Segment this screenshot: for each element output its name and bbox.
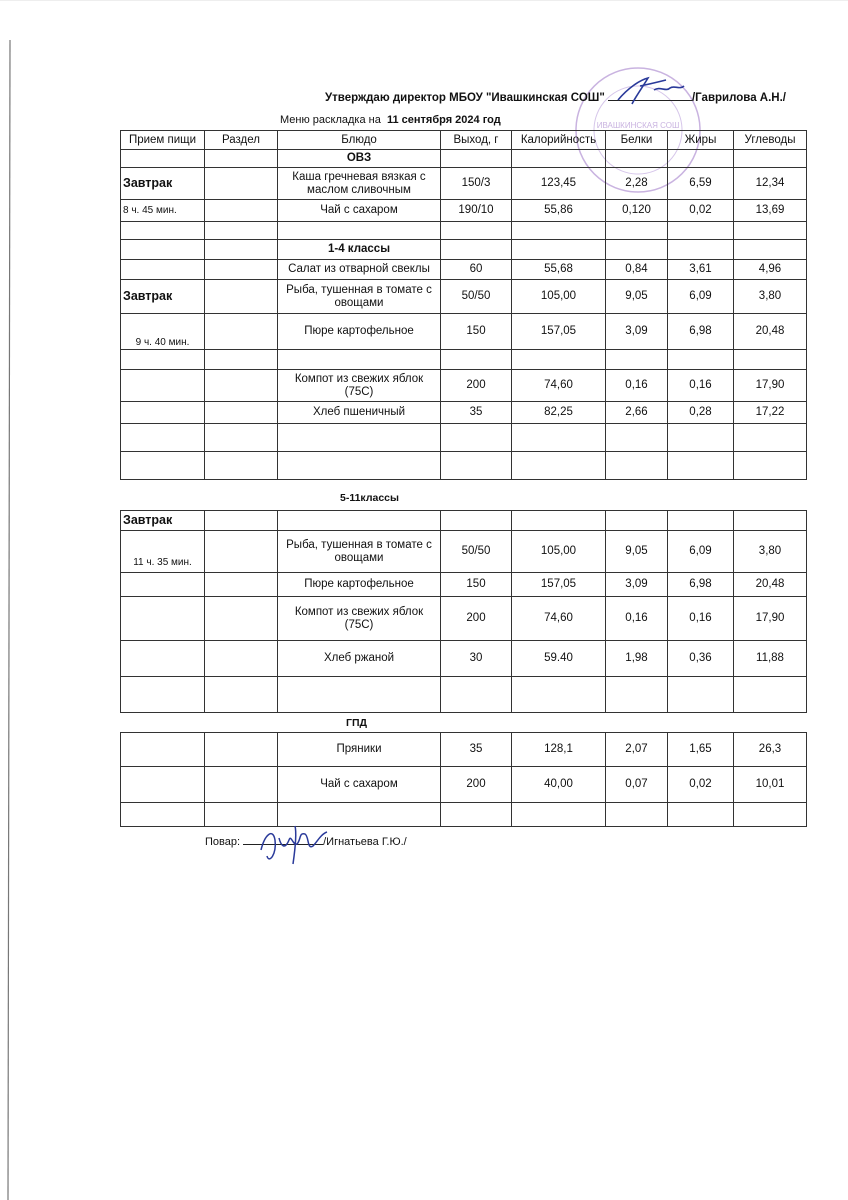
fats-value: 0,28 — [668, 402, 734, 424]
carbs-value: 20,48 — [734, 573, 807, 597]
grades-1-4-time: 9 ч. 40 мин. — [121, 314, 205, 350]
carbs-value: 10,01 — [734, 767, 807, 803]
col-meal: Прием пищи — [121, 131, 205, 150]
empty-row — [121, 350, 807, 370]
ovz-meal-label: Завтрак — [121, 168, 205, 200]
grades-5-11-section-label: 5-11классы — [340, 492, 399, 504]
fats-value: 0,16 — [668, 370, 734, 402]
output-value: 200 — [441, 370, 512, 402]
dish-name: Компот из свежих яблок (75С) — [278, 597, 441, 641]
proteins-value: 0,07 — [606, 767, 668, 803]
dish-name: Рыба, тушенная в томате с овощами — [278, 531, 441, 573]
carbs-value: 26,3 — [734, 733, 807, 767]
approval-line — [325, 90, 786, 104]
dish-name: Компот из свежих яблок (75С) — [278, 370, 441, 402]
proteins-value: 9,05 — [606, 531, 668, 573]
grades-5-11-meal-label: Завтрак — [121, 511, 205, 531]
calories-value: 123,45 — [512, 168, 606, 200]
output-value: 150 — [441, 314, 512, 350]
calories-value: 82,25 — [512, 402, 606, 424]
empty-row — [121, 222, 807, 240]
empty-row — [121, 803, 807, 827]
proteins-value: 0,16 — [606, 370, 668, 402]
menu-table-gpd — [120, 732, 807, 827]
dish-name: Салат из отварной свеклы — [278, 260, 441, 280]
carbs-value: 13,69 — [734, 200, 807, 222]
cook-name: /Игнатьева Г.Ю./ — [323, 836, 407, 848]
calories-value: 105,00 — [512, 531, 606, 573]
output-value: 200 — [441, 597, 512, 641]
grades-1-4-section-row — [121, 240, 807, 260]
proteins-value: 2,28 — [606, 168, 668, 200]
proteins-value: 0,120 — [606, 200, 668, 222]
menu-title-prefix: Меню раскладка на — [280, 114, 381, 126]
table-row — [121, 280, 807, 314]
output-value: 35 — [441, 402, 512, 424]
fats-value: 6,98 — [668, 573, 734, 597]
proteins-value: 9,05 — [606, 280, 668, 314]
menu-table-5-11 — [120, 510, 807, 713]
carbs-value: 17,22 — [734, 402, 807, 424]
table-row — [121, 200, 807, 222]
dish-name: Пряники — [278, 733, 441, 767]
director-name: /Гаврилова А.Н./ — [691, 92, 786, 104]
output-value: 35 — [441, 733, 512, 767]
calories-value: 157,05 — [512, 573, 606, 597]
proteins-value: 2,66 — [606, 402, 668, 424]
output-value: 60 — [441, 260, 512, 280]
fats-value: 6,59 — [668, 168, 734, 200]
col-calories: Калорийность — [512, 131, 606, 150]
table-row — [121, 641, 807, 677]
proteins-value: 2,07 — [606, 733, 668, 767]
dish-name: Каша гречневая вязкая с маслом сливочным — [278, 168, 441, 200]
carbs-value: 12,34 — [734, 168, 807, 200]
fats-value: 0,36 — [668, 641, 734, 677]
col-output: Выход, г — [441, 131, 512, 150]
empty-row — [121, 677, 807, 713]
calories-value: 157,05 — [512, 314, 606, 350]
carbs-value: 17,90 — [734, 370, 807, 402]
proteins-value: 0,16 — [606, 597, 668, 641]
calories-value: 40,00 — [512, 767, 606, 803]
table-row — [121, 260, 807, 280]
table-row — [121, 531, 807, 573]
fats-value: 1,65 — [668, 733, 734, 767]
ovz-section-label: ОВЗ — [278, 150, 441, 168]
cook-label: Повар: — [205, 836, 241, 848]
dish-name: Хлеб пшеничный — [278, 402, 441, 424]
ovz-section-row — [121, 150, 807, 168]
col-proteins: Белки — [606, 131, 668, 150]
fats-value: 0,16 — [668, 597, 734, 641]
menu-title — [280, 114, 501, 126]
table-row — [121, 314, 807, 350]
calories-value: 55,68 — [512, 260, 606, 280]
empty-row — [121, 452, 807, 480]
carbs-value: 4,96 — [734, 260, 807, 280]
col-section: Раздел — [205, 131, 278, 150]
menu-date: 11 сентября 2024 год — [386, 114, 501, 126]
fats-value: 3,61 — [668, 260, 734, 280]
grades-1-4-section-label: 1-4 классы — [278, 240, 441, 260]
col-dish: Блюдо — [278, 131, 441, 150]
director-signature — [610, 70, 690, 110]
table-row — [121, 733, 807, 767]
dish-name: Чай с сахаром — [278, 200, 441, 222]
svg-text:ИВАШКИНСКАЯ СОШ: ИВАШКИНСКАЯ СОШ — [596, 121, 680, 130]
table-row — [121, 767, 807, 803]
empty-row — [121, 424, 807, 452]
calories-value: 74,60 — [512, 597, 606, 641]
header-row — [121, 131, 807, 150]
menu-table-top — [120, 130, 807, 480]
grades-5-11-time: 11 ч. 35 мин. — [121, 531, 205, 573]
dish-name: Рыба, тушенная в томате с овощами — [278, 280, 441, 314]
col-carbs: Углеводы — [734, 131, 807, 150]
table-row — [121, 511, 807, 531]
proteins-value: 0,84 — [606, 260, 668, 280]
output-value: 50/50 — [441, 280, 512, 314]
fats-value: 6,09 — [668, 531, 734, 573]
table-row — [121, 573, 807, 597]
fats-value: 0,02 — [668, 200, 734, 222]
cook-signature — [255, 820, 335, 868]
output-value: 190/10 — [441, 200, 512, 222]
calories-value: 55,86 — [512, 200, 606, 222]
carbs-value: 11,88 — [734, 641, 807, 677]
calories-value: 59.40 — [512, 641, 606, 677]
output-value: 150/3 — [441, 168, 512, 200]
col-fats: Жиры — [668, 131, 734, 150]
table-row — [121, 168, 807, 200]
carbs-value: 17,90 — [734, 597, 807, 641]
ovz-time: 8 ч. 45 мин. — [121, 200, 205, 222]
calories-value: 128,1 — [512, 733, 606, 767]
output-value: 150 — [441, 573, 512, 597]
dish-name: Пюре картофельное — [278, 573, 441, 597]
dish-name: Чай с сахаром — [278, 767, 441, 803]
gpd-section-label: ГПД — [346, 717, 367, 729]
fats-value: 0,02 — [668, 767, 734, 803]
approval-text: Утверждаю директор МБОУ "Ивашкинская СОШ" — [325, 92, 605, 104]
carbs-value: 3,80 — [734, 531, 807, 573]
carbs-value: 20,48 — [734, 314, 807, 350]
dish-name: Хлеб ржаной — [278, 641, 441, 677]
table-row — [121, 402, 807, 424]
dish-name: Пюре картофельное — [278, 314, 441, 350]
calories-value: 74,60 — [512, 370, 606, 402]
output-value: 30 — [441, 641, 512, 677]
grades-1-4-meal-label: Завтрак — [121, 280, 205, 314]
output-value: 50/50 — [441, 531, 512, 573]
output-value: 200 — [441, 767, 512, 803]
fats-value: 6,98 — [668, 314, 734, 350]
fats-value: 6,09 — [668, 280, 734, 314]
table-row — [121, 597, 807, 641]
proteins-value: 3,09 — [606, 314, 668, 350]
proteins-value: 3,09 — [606, 573, 668, 597]
table-row — [121, 370, 807, 402]
proteins-value: 1,98 — [606, 641, 668, 677]
carbs-value: 3,80 — [734, 280, 807, 314]
calories-value: 105,00 — [512, 280, 606, 314]
